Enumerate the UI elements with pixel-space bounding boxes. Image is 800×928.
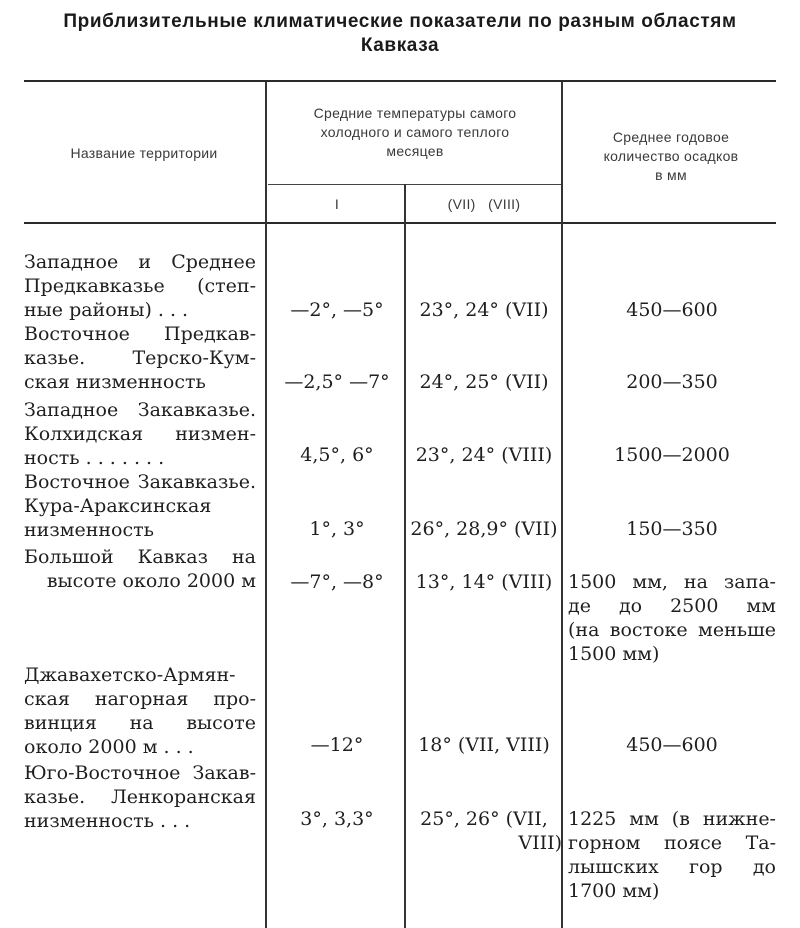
table-row-2-jan: —2,5° —7° — [284, 371, 390, 393]
territory-line: Колхидская низмен- — [24, 423, 256, 445]
territory-line: Восточное Предкав- — [24, 323, 256, 345]
territory-line: Юго-Восточное Закав- — [24, 762, 256, 784]
table-row-2-precip: 200—350 — [626, 371, 718, 393]
table-row-5-territory — [24, 545, 256, 593]
header-bottom-rule — [24, 222, 776, 224]
territory-line: около 2000 м . . . — [24, 736, 194, 758]
precip-line: 1700 мм) — [568, 880, 660, 902]
precip-line: де до 2500 мм — [568, 595, 776, 617]
precip-line: 1500 мм, на запа- — [568, 571, 776, 593]
table-row-1-territory — [24, 250, 256, 322]
table-row-6-precip: 450—600 — [626, 734, 718, 756]
territory-line: ные районы) . . . — [24, 299, 189, 321]
territory-line: Кура-Араксинская — [24, 495, 212, 517]
table-row-4-summer: 26°, 28,9° (VII) — [410, 518, 558, 540]
territory-line: высоте около 2000 м — [46, 570, 256, 592]
table-row-7-territory — [24, 761, 256, 833]
header-precip — [566, 128, 776, 185]
precip-line: (на востоке меньше — [568, 619, 776, 641]
table-row-7-summer — [406, 807, 562, 855]
territory-line: винция на высоте — [24, 712, 256, 734]
header-precip-line: Среднее годовое — [612, 129, 730, 145]
table-row-6-jan: —12° — [310, 734, 364, 756]
table-row-7-precip — [568, 807, 776, 903]
header-territory: Название территории — [70, 145, 218, 161]
header-precip-line: количество осадков — [603, 148, 739, 164]
precip-line: лышских гор до — [568, 856, 776, 878]
territory-line: Джавахетско-Армян- — [24, 664, 236, 686]
table-row-4-territory — [24, 470, 256, 542]
table-row-1-precip: 450—600 — [626, 299, 718, 321]
precip-line: горном поясе Та- — [568, 832, 776, 854]
table-row-5-summer: 13°, 14° (VIII) — [415, 571, 553, 593]
table-title-line1: Приблизительные климатические показатели по разным областям — [63, 11, 737, 32]
table-row-1-summer: 23°, 24° (VII) — [419, 299, 549, 321]
table-row-3-summer: 23°, 24° (VIII) — [415, 444, 553, 466]
precip-line: 1225 мм (в нижне- — [568, 808, 776, 830]
table-row-2-summer: 24°, 25° (VII) — [419, 371, 549, 393]
table-row-4-jan: 1°, 3° — [309, 518, 365, 540]
table-row-6-territory — [24, 663, 256, 759]
territory-line: ская нагорная про- — [24, 688, 256, 710]
header-temps-group — [268, 104, 562, 161]
table-row-7-jan: 3°, 3,3° — [300, 808, 374, 830]
header-summer: (VII) (VIII) — [447, 196, 521, 212]
territory-line: казье. Терско-Кум- — [24, 347, 256, 369]
territory-line: Большой Кавказ на — [24, 546, 256, 568]
header-temps-line: месяцев — [386, 143, 444, 159]
territory-line: низменность — [24, 519, 154, 541]
table-row-5-precip — [568, 570, 776, 666]
territory-line: ская низменность — [24, 371, 206, 393]
temps-subheader-rule — [268, 184, 562, 185]
territory-line: Восточное Закавказье. — [24, 471, 256, 493]
header-temps-line: Средние температуры самого — [313, 105, 517, 121]
col-divider-1 — [265, 82, 267, 928]
territory-line: низменность . . . — [24, 810, 191, 832]
territory-line: ность . . . . . . . — [24, 447, 165, 469]
territory-line: Западное Закавказье. — [24, 399, 256, 421]
top-rule — [24, 80, 776, 82]
table-row-1-jan: —2°, —5° — [290, 299, 384, 321]
table-row-6-summer: 18° (VII, VIII) — [418, 734, 550, 756]
territory-line: Предкавказье (степ- — [24, 275, 256, 297]
table-row-3-jan: 4,5°, 6° — [300, 444, 374, 466]
table-row-3-territory — [24, 398, 256, 470]
table-title-line2: Кавказа — [360, 35, 440, 56]
table-row-3-precip: 1500—2000 — [614, 444, 730, 466]
table-row-5-jan: —7°, —8° — [290, 571, 384, 593]
header-jan: I — [334, 196, 340, 212]
header-temps-line: холодного и самого теплого — [320, 124, 510, 140]
precip-line: 1500 мм) — [568, 643, 660, 665]
summer-line: VIII) — [518, 832, 562, 854]
table-row-4-precip: 150—350 — [626, 518, 718, 540]
header-precip-line: в мм — [655, 167, 687, 183]
territory-line: казье. Ленкоранская — [24, 786, 256, 808]
table-row-2-territory — [24, 322, 256, 394]
summer-line: 25°, 26° (VII, — [420, 808, 548, 830]
territory-line: Западное и Среднее — [24, 251, 256, 273]
